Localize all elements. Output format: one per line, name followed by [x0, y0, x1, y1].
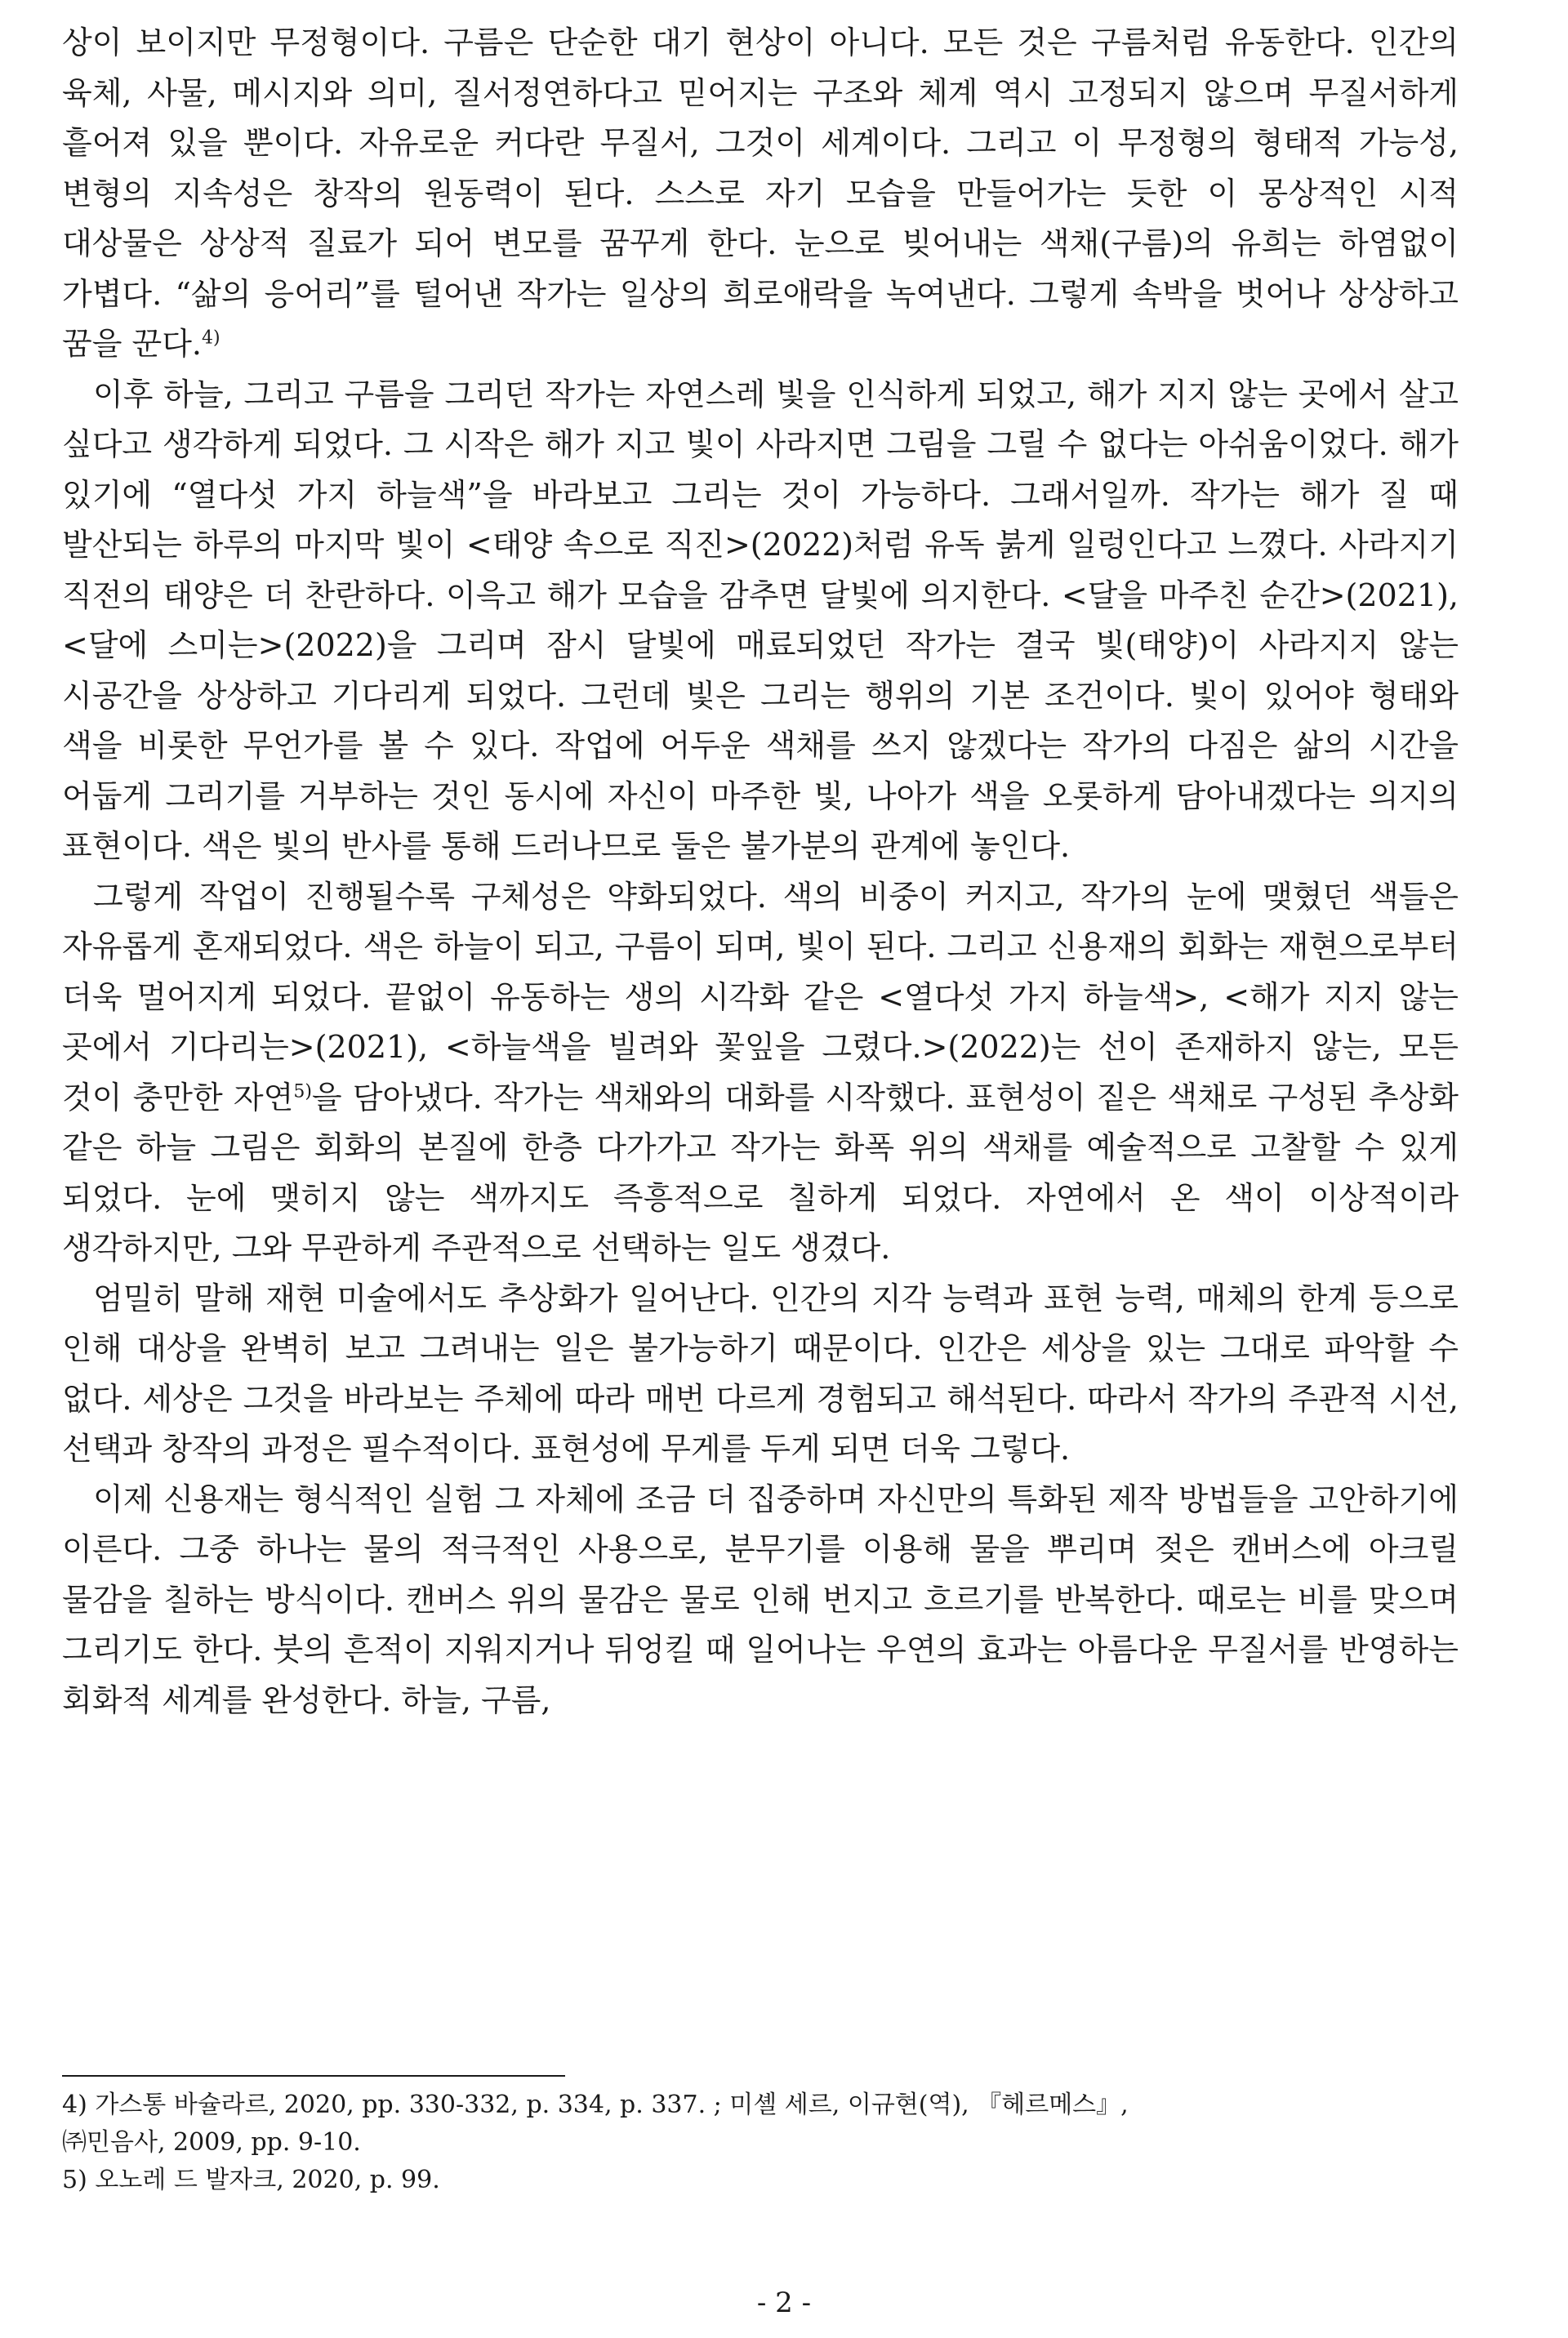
footnote-text: ㈜민음사, 2009, pp. 9-10.: [62, 2128, 361, 2157]
footnote-4-continuation: [62, 2124, 1459, 2162]
paragraph-text-tail: 을 담아냈다. 작가는 색채와의 대화를 시작했다. 표현성이 짙은 색채로 구성된 추상화 같은 하늘 그림은 회화의 본질에 한층 다가가고 작가는 화폭 위의 색채를 예술적으로 고찰할 수 있게 되었다. 눈에 맺히지 않는 색까지도 즉흥적으로 칠하게 되었다. 자연에서 온 색이 이상적이라 생각하지만, 그와 무관하게 주관적으로 선택하는 일도 생겼다.: [62, 1079, 1459, 1266]
paragraph-4: [62, 1274, 1459, 1475]
paragraph-2: [62, 370, 1459, 872]
paragraph-text: 이제 신용재는 형식적인 실험 그 자체에 조금 더 집중하며 자신만의 특화된 제작 방법들을 고안하기에 이른다. 그중 하나는 물의 적극적인 사용으로, 분무기를 이용해 물을 뿌리며 젖은 캔버스에 아크릴 물감을 칠하는 방식이다. 캔버스 위의 물감은 물로 인해 번지고 흐르기를 반복한다. 때로는 비를 맞으며 그리기도 한다. 붓의 흔적이 지워지거나 뒤엉킬 때 일어나는 우연의 효과는 아름다운 무질서를 반영하는 회화적 세계를 완성한다. 하늘, 구름,: [62, 1481, 1459, 1718]
paragraph-text: 상이 보이지만 무정형이다. 구름은 단순한 대기 현상이 아니다. 모든 것은 구름처럼 유동한다. 인간의 육체, 사물, 메시지와 의미, 질서정연하다고 믿어지는 구조와 체계 역시 고정되지 않으며 무질서하게 흩어져 있을 뿐이다. 자유로운 커다란 무질서, 그것이 세계이다. 그리고 이 무정형의 형태적 가능성, 변형의 지속성은 창작의 원동력이 된다. 스스로 자기 모습을 만들어가는 듯한 이 몽상적인 시적 대상물은 상상적 질료가 되어 변모를 꿈꾸게 한다. 눈으로 빚어내는 색채(구름)의 유희는 하염없이 가볍다. “삶의 응어리”를 털어낸 작가는 일상의 희로애락을 녹여낸다. 그렇게 속박을 벗어나 상상하고 꿈을 꾼다.: [62, 24, 1459, 362]
footnote-ref-4: 4): [202, 327, 220, 349]
paragraph-text: 그렇게 작업이 진행될수록 구체성은 약화되었다. 색의 비중이 커지고, 작가의 눈에 맺혔던 색들은 자유롭게 혼재되었다. 색은 하늘이 되고, 구름이 되며, 빛이 된다. 그리고 신용재의 회화는 재현으로부터 더욱 멀어지게 되었다. 끝없이 유동하는 생의 시각화 같은 <열다섯 가지 하늘색>, <해가 지지 않는 곳에서 기다리는>(2021), <하늘색을 빌려와 꽃잎을 그렸다.>(2022)는 선이 존재하지 않는, 모든 것이 충만한 자연: [62, 878, 1459, 1116]
footnote-text: 가스통 바슐라르, 2020, pp. 330-332, p. 334, p. 337. ; 미셸 세르, 이규현(역), 『헤르메스』,: [95, 2091, 1129, 2119]
footnote-4: [62, 2086, 1459, 2124]
footnote-5: [62, 2162, 1459, 2199]
paragraph-text: 엄밀히 말해 재현 미술에서도 추상화가 일어난다. 인간의 지각 능력과 표현 능력, 매체의 한계 등으로 인해 대상을 완벽히 보고 그려내는 일은 불가능하기 때문이다. 인간은 세상을 있는 그대로 파악할 수 없다. 세상은 그것을 바라보는 주체에 따라 매번 다르게 경험되고 해석된다. 따라서 작가의 주관적 시선, 선택과 창작의 과정은 필수적이다. 표현성에 무게를 두게 되면 더욱 그렇다.: [62, 1280, 1459, 1467]
footnotes: [62, 2086, 1459, 2199]
paragraph-text: 이후 하늘, 그리고 구름을 그리던 작가는 자연스레 빛을 인식하게 되었고, 해가 지지 않는 곳에서 살고 싶다고 생각하게 되었다. 그 시작은 해가 지고 빛이 사라지면 그림을 그릴 수 없다는 아쉬움이었다. 해가 있기에 “열다섯 가지 하늘색”을 바라보고 그리는 것이 가능하다. 그래서일까. 작가는 해가 질 때 발산되는 하루의 마지막 빛이 <태양 속으로 직진>(2022)처럼 유독 붉게 일렁인다고 느꼈다. 사라지기 직전의 태양은 더 찬란하다. 이윽고 해가 모습을 감추면 달빛에 의지한다. <달을 마주친 순간>(2021), <달에 스미는>(2022)을 그리며 잠시 달빛에 매료되었던 작가는 결국 빛(태양)이 사라지지 않는 시공간을 상상하고 기다리게 되었다. 그런데 빛은 그리는 행위의 기본 조건이다. 빛이 있어야 형태와 색을 비롯한 무언가를 볼 수 있다. 작업에 어두운 색채를 쓰지 않겠다는 작가의 다짐은 삶의 시간을 어둡게 그리기를 거부하는 것인 동시에 자신이 마주한 빛, 나아가 색을 오롯하게 담아내겠다는 의지의 표현이다. 색은 빛의 반사를 통해 드러나므로 둘은 불가분의 관계에 놓인다.: [62, 376, 1459, 864]
paragraph-5: [62, 1475, 1459, 1726]
body-text: [62, 18, 1459, 1726]
paragraph-3: [62, 872, 1459, 1274]
footnote-divider: [62, 2075, 565, 2077]
page-number: - 2 -: [756, 2287, 812, 2319]
paragraph-1: [62, 18, 1459, 370]
footnote-text: 오노레 드 발자크, 2020, p. 99.: [95, 2166, 440, 2194]
footnote-ref-5: 5): [293, 1080, 312, 1102]
footnote-label: 5): [62, 2166, 87, 2194]
footnote-label: 4): [62, 2091, 87, 2119]
document-page: [62, 18, 1459, 1726]
